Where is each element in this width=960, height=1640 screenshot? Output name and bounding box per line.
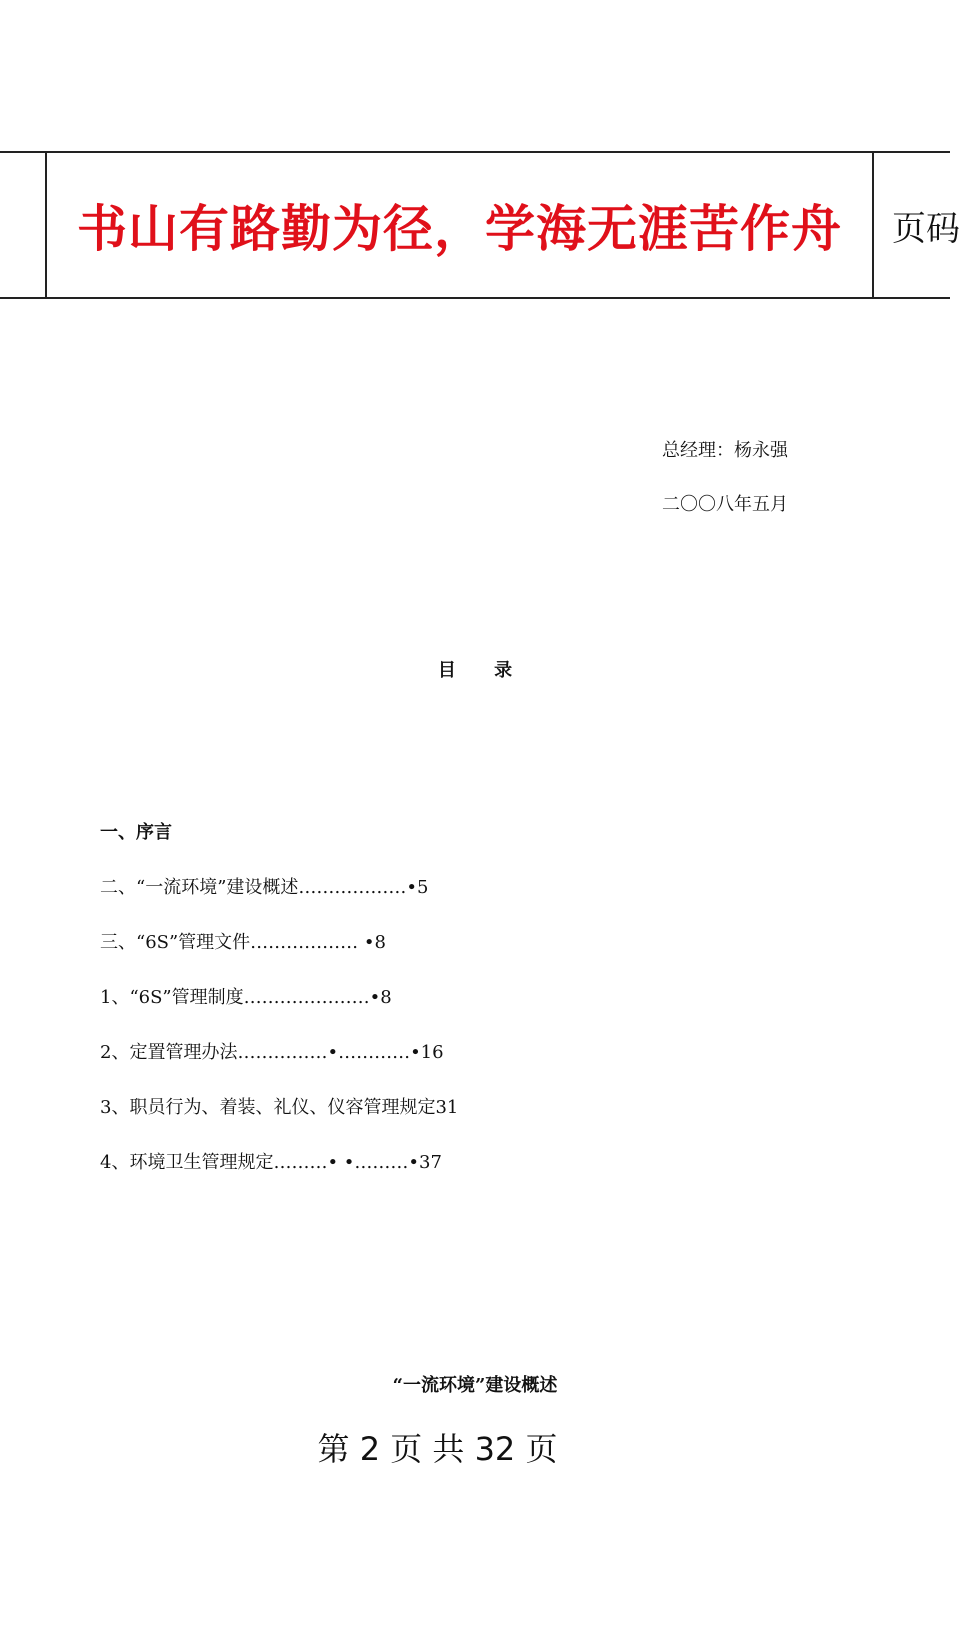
document-date: 二〇〇八年五月 [662,494,788,515]
section-heading: “一流环境”建设概述 [392,1375,558,1396]
toc-item-6s-system[interactable]: 1、“6S”管理制度…………………•8 [100,987,392,1008]
toc-item-placement-management[interactable]: 2、定置管理办法……………•…………•16 [100,1042,444,1063]
toc-item-environment-overview[interactable]: 二、“一流环境”建设概述………………•5 [100,877,429,898]
toc-item-6s-documents[interactable]: 三、“6S”管理文件……………… •8 [100,932,386,953]
header-divider-right [872,153,874,297]
header-motto: 书山有路勤为径，学海无涯苦作舟 [77,200,842,258]
toc-item-hygiene-rules[interactable]: 4、环境卫生管理规定………• •………•37 [100,1152,442,1173]
toc-item-preface[interactable]: 一、序言 [100,822,172,843]
page-number-footer: 第 2 页 共 32 页 [317,1430,558,1468]
toc-title: 目 录 [437,660,529,681]
general-manager-signature: 总经理：杨永强 [662,440,788,461]
table-of-contents [100,821,458,1206]
header-page-label: 页码 [892,208,960,249]
header-frame [0,151,960,299]
toc-item-staff-conduct-rules[interactable]: 3、职员行为、着装、礼仪、仪容管理规定31 [100,1097,459,1118]
